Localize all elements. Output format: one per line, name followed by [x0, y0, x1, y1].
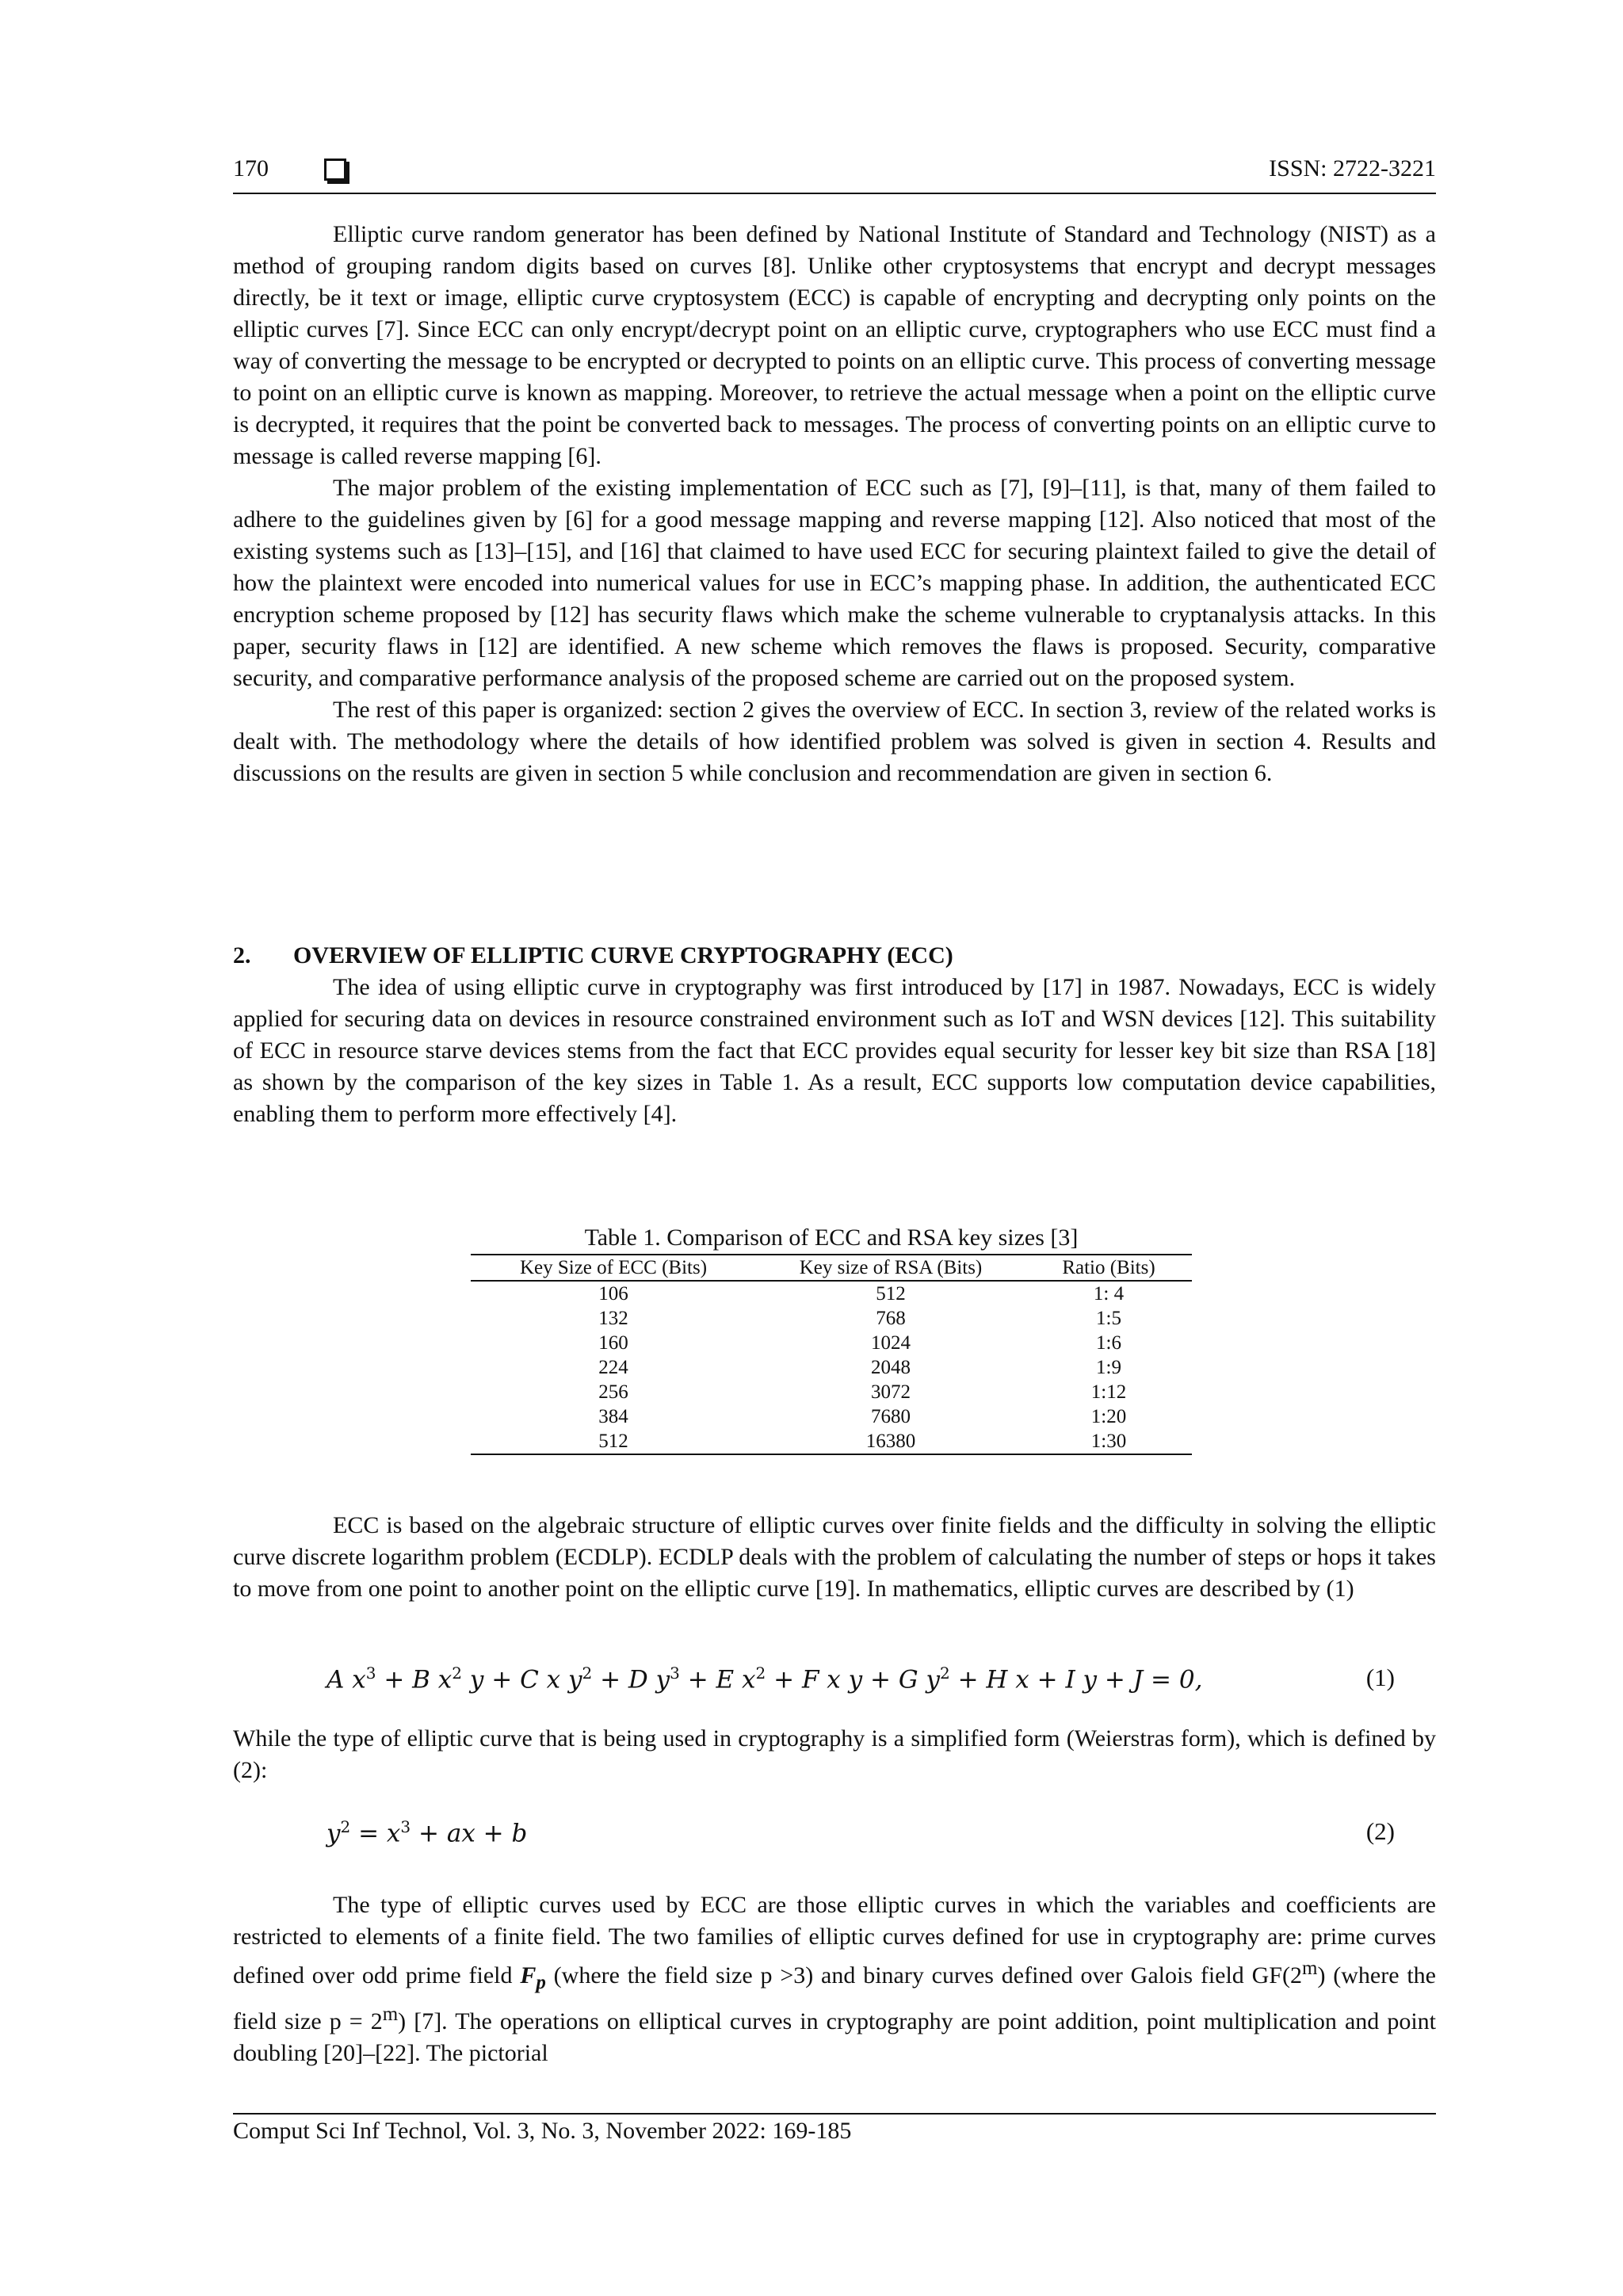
table-cell: 106 [598, 1283, 628, 1305]
equation-1-expression: A $x^3 + B$ $x^2$ y + C x $y^2 + D$ $y^3 + E$ $x^2 + F$ x y + G $y^2 + H$ x + I y + J = 0, [327, 1664, 1203, 1694]
table-cell: 1024 [871, 1332, 911, 1354]
page-header [233, 152, 1436, 193]
footer-citation: Comput Sci Inf Technol, Vol. 3, No. 3, November 2022: 169-185 [233, 2118, 852, 2144]
paragraph-text: (where the field size p >3) and binary curves defined over Galois field GF(2 [545, 1962, 1302, 1988]
section-2-paragraph-1: The idea of using elliptic curve in cryptography was first introduced by [17] in 1987. Nowadays, ECC is widely applied for securing data on devices in resource constrained environment such as IoT and WSN devices [12]. This suitability of ECC in resource starve devices stems from the fact that ECC provides equal security for lesser key bit size than RSA [18] as shown by the comparison of the key sizes in Table 1. As a result, ECC supports low computation device capabilities, enabling them to perform more effectively [4]. [233, 974, 1436, 1127]
finite-field-section [233, 1889, 1436, 2069]
table-cell: 1:5 [1096, 1308, 1121, 1329]
section-heading [233, 940, 1436, 972]
intro-section [233, 219, 1436, 789]
paragraph-text: The type of elliptic curves used by ECC are those elliptic curves in which the variables and coefficients are restricted to elements of a finite field. The two families of elliptic curves defined for use in cryptography are: prime curves defined over odd prime field [233, 1892, 1436, 1988]
field-subscript: p [536, 1972, 546, 1993]
section-2-intro [233, 972, 1436, 1130]
intro-paragraph-2: The major problem of the existing implementation of ECC such as [7], [9]–[11], is that, many of them failed to adhere to the guidelines given by [6] for a good message mapping and reverse mapping [12]. Also noticed that most of the existing systems such as [13]–[15], and [16] that claimed to have used ECC for securing plaintext failed to give the detail of how the plaintext were encoded into numerical values for use in ECC’s mapping phase. In addition, the authenticated ECC encryption scheme proposed by [12] has security flaws which make the scheme vulnerable to cryptanalysis attacks. In this paper, security flaws in [12] are identified. A new scheme which removes the flaws is proposed. Security, comparative security, and comparative performance analysis of the proposed scheme are carried out on the proposed system. [233, 475, 1436, 691]
table-cell: 16380 [756, 1429, 1025, 1454]
table-cell: 1:30 [1025, 1429, 1192, 1454]
intro-paragraph-3: The rest of this paper is organized: section 2 gives the overview of ECC. In section 3, review of the related works is dealt with. The methodology where the details of how identified problem was solved is given in section 4. Results and discussions on the results are given in section 5 while conclusion and recommendation are given in section 6. [233, 697, 1436, 786]
table-cell: 1:9 [1096, 1357, 1121, 1378]
paragraph-text: ) [7]. The operations on elliptical curves in cryptography are point addition, point multiplication and point doubling [20]–[22]. The pictorial [233, 2008, 1436, 2066]
table-row [471, 1306, 1192, 1331]
field-letter: F [520, 1962, 537, 1988]
intro-paragraph-1: Elliptic curve random generator has been defined by National Institute of Standard and Technology (NIST) as a method of grouping random digits based on curves [8]. Unlike other cryptosystems that encrypt and decrypt messages directly, be it text or image, elliptic curve cryptosystem (ECC) is capable of encrypting and decrypting only points on the elliptic curves [7]. Since ECC can only encrypt/decrypt point on an elliptic curve, cryptographers who use ECC must find a way of converting the message to be encrypted or decrypted to points on an elliptic curve. This process of converting message to point on an elliptic curve is known as mapping. Moreover, to retrieve the actual message when a point on the elliptic curve is decrypted, it requires that the point be converted back to messages. The process of converting points on an elliptic curve to message is called reverse mapping [6]. [233, 221, 1436, 469]
equation-2-expression: $y^2 = x^3$ + ax + b [327, 1817, 528, 1848]
table-row [471, 1355, 1192, 1380]
section-number: 2. [233, 942, 251, 968]
weierstrass-intro [233, 1723, 1436, 1786]
ecc-description [233, 1510, 1436, 1605]
table-row [471, 1281, 1192, 1306]
equation-2-number: (2) [1365, 1817, 1395, 1845]
section-2-paragraph-2: ECC is based on the algebraic structure of elliptic curves over finite fields and the difficulty in solving the elliptic curve discrete logarithm problem (ECDLP). ECDLP deals with the problem of calculating the number of steps or hops it takes to move from one point to another point on the elliptic curve [19]. In mathematics, elliptic curves are described by (1) [233, 1512, 1436, 1602]
table-cell: 256 [598, 1381, 628, 1403]
table-cell: 160 [598, 1332, 628, 1354]
key-size-table [471, 1254, 1192, 1455]
equation-1 [233, 1664, 1436, 1700]
table-row [471, 1380, 1192, 1404]
prime-field-symbol [520, 1962, 546, 1993]
table-cell: 1:20 [1090, 1406, 1127, 1427]
table-header-cell: Ratio (Bits) [1025, 1255, 1192, 1281]
exponent: m [1301, 1958, 1318, 1979]
table-cell: 1:6 [1096, 1332, 1121, 1354]
table-cell: 132 [598, 1308, 628, 1329]
section-2-paragraph-3: While the type of elliptic curve that is being used in cryptography is a simplified form (Weierstras form), which is defined by (2): [233, 1725, 1436, 1783]
table-cell: 1: 4 [1093, 1283, 1125, 1305]
table-caption: Table 1. Comparison of ECC and RSA key sizes [3] [584, 1224, 1079, 1251]
table-cell: 224 [598, 1357, 628, 1378]
page-number: 170 [233, 155, 269, 181]
table-row [471, 1331, 1192, 1355]
table-header-cell: Key size of RSA (Bits) [756, 1255, 1025, 1281]
header-divider [233, 193, 1436, 194]
table-cell: 512 [876, 1283, 906, 1305]
square-bullet-icon [324, 159, 346, 181]
table-row [471, 1429, 1192, 1454]
section-title: OVERVIEW OF ELLIPTIC CURVE CRYPTOGRAPHY (ECC) [293, 942, 953, 968]
table-cell: 7680 [871, 1406, 911, 1427]
table-cell: 512 [471, 1429, 756, 1454]
footer-divider [233, 2113, 1436, 2115]
table-header-cell: Key Size of ECC (Bits) [471, 1255, 756, 1281]
table-cell: 384 [598, 1406, 628, 1427]
exponent: m [382, 2004, 399, 2025]
table-cell: 3072 [871, 1381, 911, 1403]
table-cell: 768 [876, 1308, 906, 1329]
table-cell: 2048 [871, 1357, 911, 1378]
table-header-row [471, 1255, 1192, 1281]
table-cell: 1:12 [1090, 1381, 1127, 1403]
equation-2 [233, 1817, 1436, 1854]
issn-label: ISSN: 2722-3221 [1269, 155, 1436, 181]
equation-1-number: (1) [1365, 1664, 1395, 1691]
table-row [471, 1404, 1192, 1429]
paragraph-text: ) (where the field size p = 2 [233, 1962, 1437, 2034]
section-2-paragraph-4 [233, 1889, 1436, 2069]
